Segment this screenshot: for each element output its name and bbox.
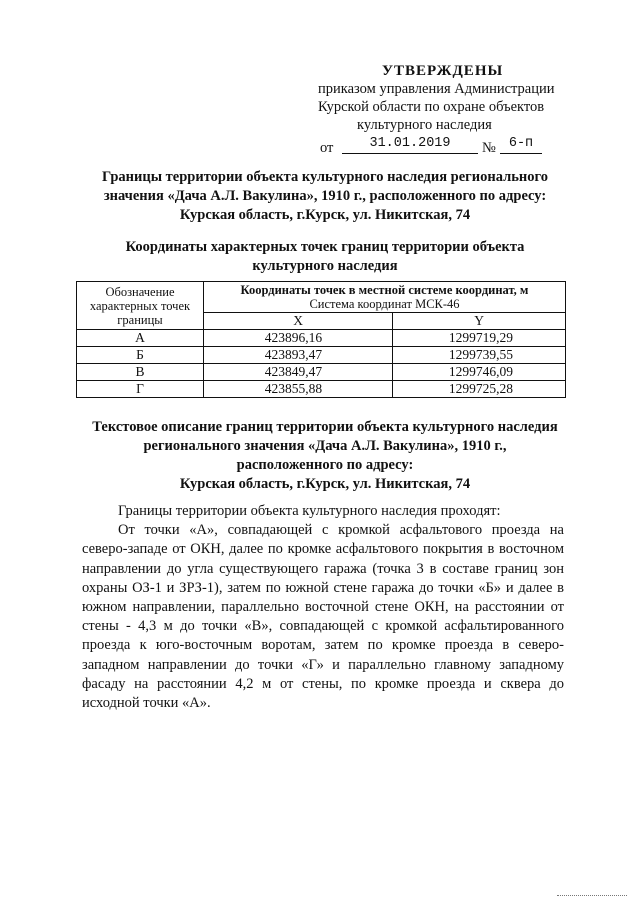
date-prefix: от (320, 140, 334, 156)
intro-paragraph: Границы территории объекта культурного наследия проходят: (118, 503, 501, 519)
heading-line-2: значения «Дача А.Л. Вакулина», 1910 г., расположенного по адресу: (103, 188, 547, 204)
heading-line-3: Курская область, г.Курск, ул. Никитская, 74 (179, 207, 471, 223)
y-value: 1299739,55 (393, 347, 566, 364)
point-label: Б (77, 347, 204, 364)
number-prefix: № (482, 140, 496, 156)
coordinates-heading (70, 238, 580, 276)
approval-block (312, 62, 572, 134)
approval-title: УТВЕРЖДЕНЫ (382, 63, 504, 79)
scan-artifact-divider (557, 895, 627, 897)
description-heading-line-4: Курская область, г.Курск, ул. Никитская, 74 (179, 476, 471, 492)
boundary-description (82, 502, 564, 713)
approval-line-2: Курской области по охране объектов (318, 99, 545, 115)
y-value: 1299725,28 (393, 381, 566, 398)
point-label: Г (77, 381, 204, 398)
x-value: 423855,88 (204, 381, 393, 398)
point-label: В (77, 364, 204, 381)
approval-line-1: приказом управления Администрации (318, 81, 555, 97)
coordinate-system-title: Координаты точек в местной системе координат, м (240, 283, 529, 297)
x-header: X (204, 313, 393, 330)
y-header: Y (393, 313, 566, 330)
x-value: 423896,16 (204, 330, 393, 347)
x-value: 423849,47 (204, 364, 393, 381)
order-number: 6-п (500, 136, 542, 154)
order-date-line (320, 136, 580, 156)
document-heading (70, 168, 580, 225)
order-date: 31.01.2019 (342, 136, 478, 154)
point-label: А (77, 330, 204, 347)
table-row (77, 347, 566, 364)
coordinates-heading-line-2: культурного наследия (252, 258, 398, 274)
description-heading-line-3: расположенного по адресу: (236, 457, 414, 473)
heading-line-1: Границы территории объекта культурного наследия регионального (102, 169, 548, 185)
coordinate-system-name: Система координат МСК-46 (309, 297, 460, 311)
y-value: 1299719,29 (393, 330, 566, 347)
table-row (77, 381, 566, 398)
table-row (77, 330, 566, 347)
description-paragraph: От точки «А», совпадающей с кромкой асфальтового проезда на северо-западе от ОКН, далее по кромке асфальтового покрытия в восточном направлении до угла существующего гаража (точка 3 в составе границ зон охраны ОЗ-1 и ЗРЗ-1), затем по южной стене гаража до точки «Б» и далее в южном направлении, параллельно восточной стене ОКН, на расстоянии от стены - 4,3 м до точки «В», совпадающей с кромкой асфальтированного проезда к юго-восточным воротам, затем по кромке проезда в северо-западном направлении до точки «Г» и параллельно главному западному фасаду на расстоянии 4,2 м от стены, по кромке проезда и сквера до исходной точки «А». (82, 522, 564, 712)
description-heading-line-2: регионального значения «Дача А.Л. Вакулина», 1910 г., (143, 438, 507, 454)
coordinates-table (76, 281, 566, 398)
table-row (77, 364, 566, 381)
y-value: 1299746,09 (393, 364, 566, 381)
coordinate-system-header (204, 282, 566, 313)
approval-line-3: культурного наследия (357, 117, 492, 133)
description-heading (70, 418, 580, 494)
table-header-row (77, 282, 566, 313)
description-heading-line-1: Текстовое описание границ территории объекта культурного наследия (92, 419, 558, 435)
x-value: 423893,47 (204, 347, 393, 364)
point-designation-header: Обозначение характерных точек границы (77, 282, 204, 330)
coordinates-heading-line-1: Координаты характерных точек границ территории объекта (125, 239, 525, 255)
